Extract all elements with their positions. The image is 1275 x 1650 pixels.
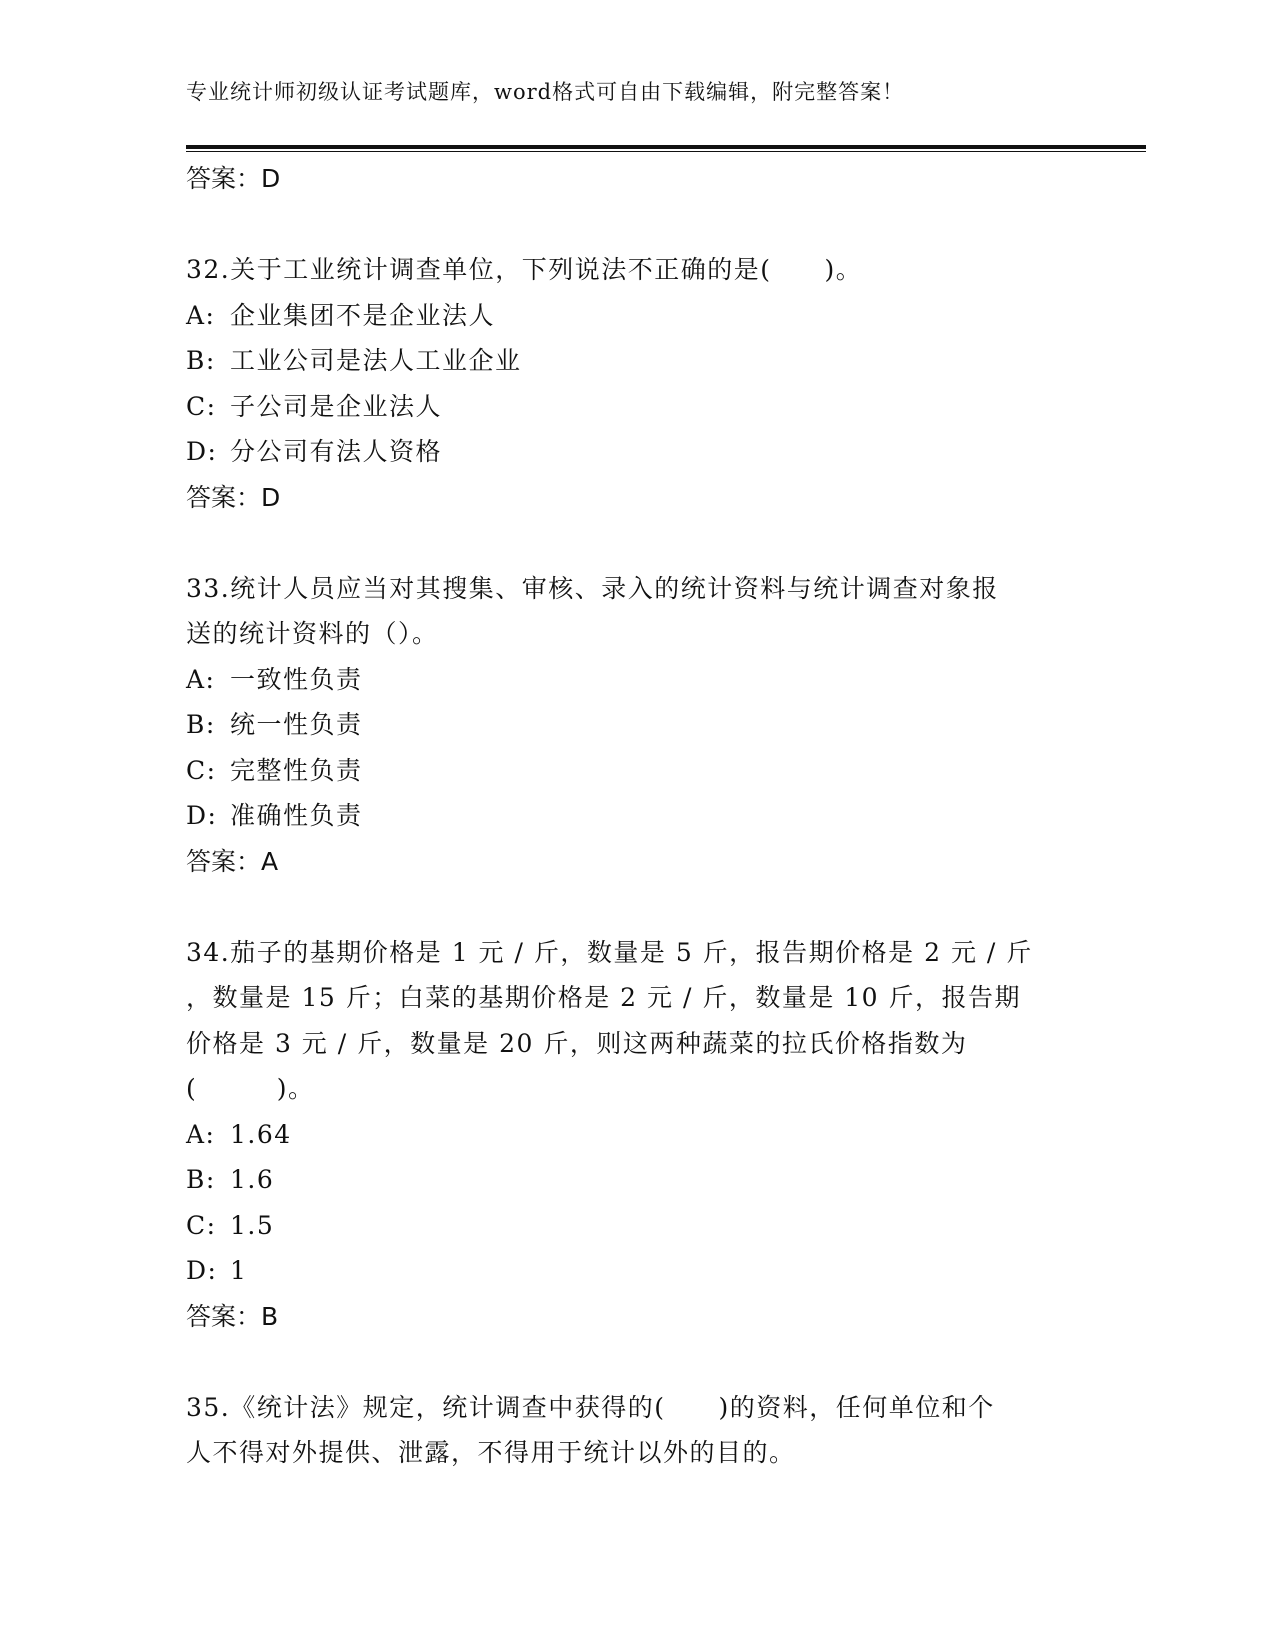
option-text: 1.64 xyxy=(230,1119,292,1149)
question-text: 35.《统计法》规定，统计调查中获得的( )的资料，任何单位和个 xyxy=(186,1392,995,1422)
option-b xyxy=(186,1157,1086,1203)
spacer xyxy=(186,884,1086,930)
option-text: 完整性负责 xyxy=(230,755,363,785)
option-label: B: xyxy=(186,346,216,375)
option-text: 1.6 xyxy=(230,1165,275,1194)
option-d xyxy=(186,1248,1086,1294)
option-label: A: xyxy=(186,1119,216,1149)
option-a xyxy=(186,657,1086,703)
question-34 xyxy=(186,930,1086,1340)
header-rule-thin xyxy=(186,151,1146,152)
question-35 xyxy=(186,1385,1086,1476)
spacer xyxy=(186,1339,1086,1385)
option-c xyxy=(186,748,1086,794)
option-text: 1.5 xyxy=(230,1210,275,1240)
question-text: 人不得对外提供、泄露，不得用于统计以外的目的。 xyxy=(186,1438,796,1467)
option-d xyxy=(186,429,1086,475)
option-label: C: xyxy=(186,391,217,421)
option-label: D: xyxy=(186,437,218,466)
answer-line: 答案：B xyxy=(186,1301,279,1331)
question-33 xyxy=(186,566,1086,885)
spacer xyxy=(186,520,1086,566)
option-label: C: xyxy=(186,755,217,785)
question-text: 32.关于工业统计调查单位，下列说法不正确的是( )。 xyxy=(186,255,863,284)
option-text: 分公司有法人资格 xyxy=(230,437,443,466)
question-text: 送的统计资料的（）。 xyxy=(186,619,439,648)
option-text: 工业公司是法人工业企业 xyxy=(230,346,522,375)
option-label: B: xyxy=(186,710,216,739)
answer-line: 答案：D xyxy=(186,482,281,512)
question-text: 33.统计人员应当对其搜集、审核、录入的统计资料与统计调查对象报 xyxy=(186,573,999,603)
option-label: D: xyxy=(186,1256,218,1285)
option-label: A: xyxy=(186,664,216,694)
option-text: 统一性负责 xyxy=(230,710,363,739)
question-text: 价格是 3 元 / 斤，数量是 20 斤，则这两种蔬菜的拉氏价格指数为 xyxy=(186,1028,968,1058)
question-text: ( )。 xyxy=(186,1074,315,1103)
option-a xyxy=(186,1112,1086,1158)
question-text: 34.茄子的基期价格是 1 元 / 斤，数量是 5 斤，报告期价格是 2 元 / 斤 xyxy=(186,937,1033,967)
option-text: 子公司是企业法人 xyxy=(230,391,443,421)
page-header: 专业统计师初级认证考试题库，word格式可自由下载编辑，附完整答案！ xyxy=(186,80,905,104)
answer-line: 答案：A xyxy=(186,846,279,876)
question-text: ，数量是 15 斤；白菜的基期价格是 2 元 / 斤，数量是 10 斤，报告期 xyxy=(186,983,1022,1012)
previous-answer: 答案：D xyxy=(186,164,281,193)
option-d xyxy=(186,793,1086,839)
option-label: C: xyxy=(186,1210,217,1240)
option-c xyxy=(186,384,1086,430)
option-b xyxy=(186,702,1086,748)
option-text: 1 xyxy=(230,1256,248,1285)
option-text: 一致性负责 xyxy=(230,664,363,694)
option-b xyxy=(186,338,1086,384)
header-rule-thick xyxy=(186,145,1146,149)
option-a xyxy=(186,293,1086,339)
question-32 xyxy=(186,247,1086,520)
question-list xyxy=(186,156,1086,1476)
option-label: A: xyxy=(186,300,216,330)
option-label: B: xyxy=(186,1165,216,1194)
option-label: D: xyxy=(186,801,218,830)
option-text: 准确性负责 xyxy=(230,801,363,830)
spacer xyxy=(186,202,1086,248)
option-text: 企业集团不是企业法人 xyxy=(230,300,496,330)
option-c xyxy=(186,1203,1086,1249)
